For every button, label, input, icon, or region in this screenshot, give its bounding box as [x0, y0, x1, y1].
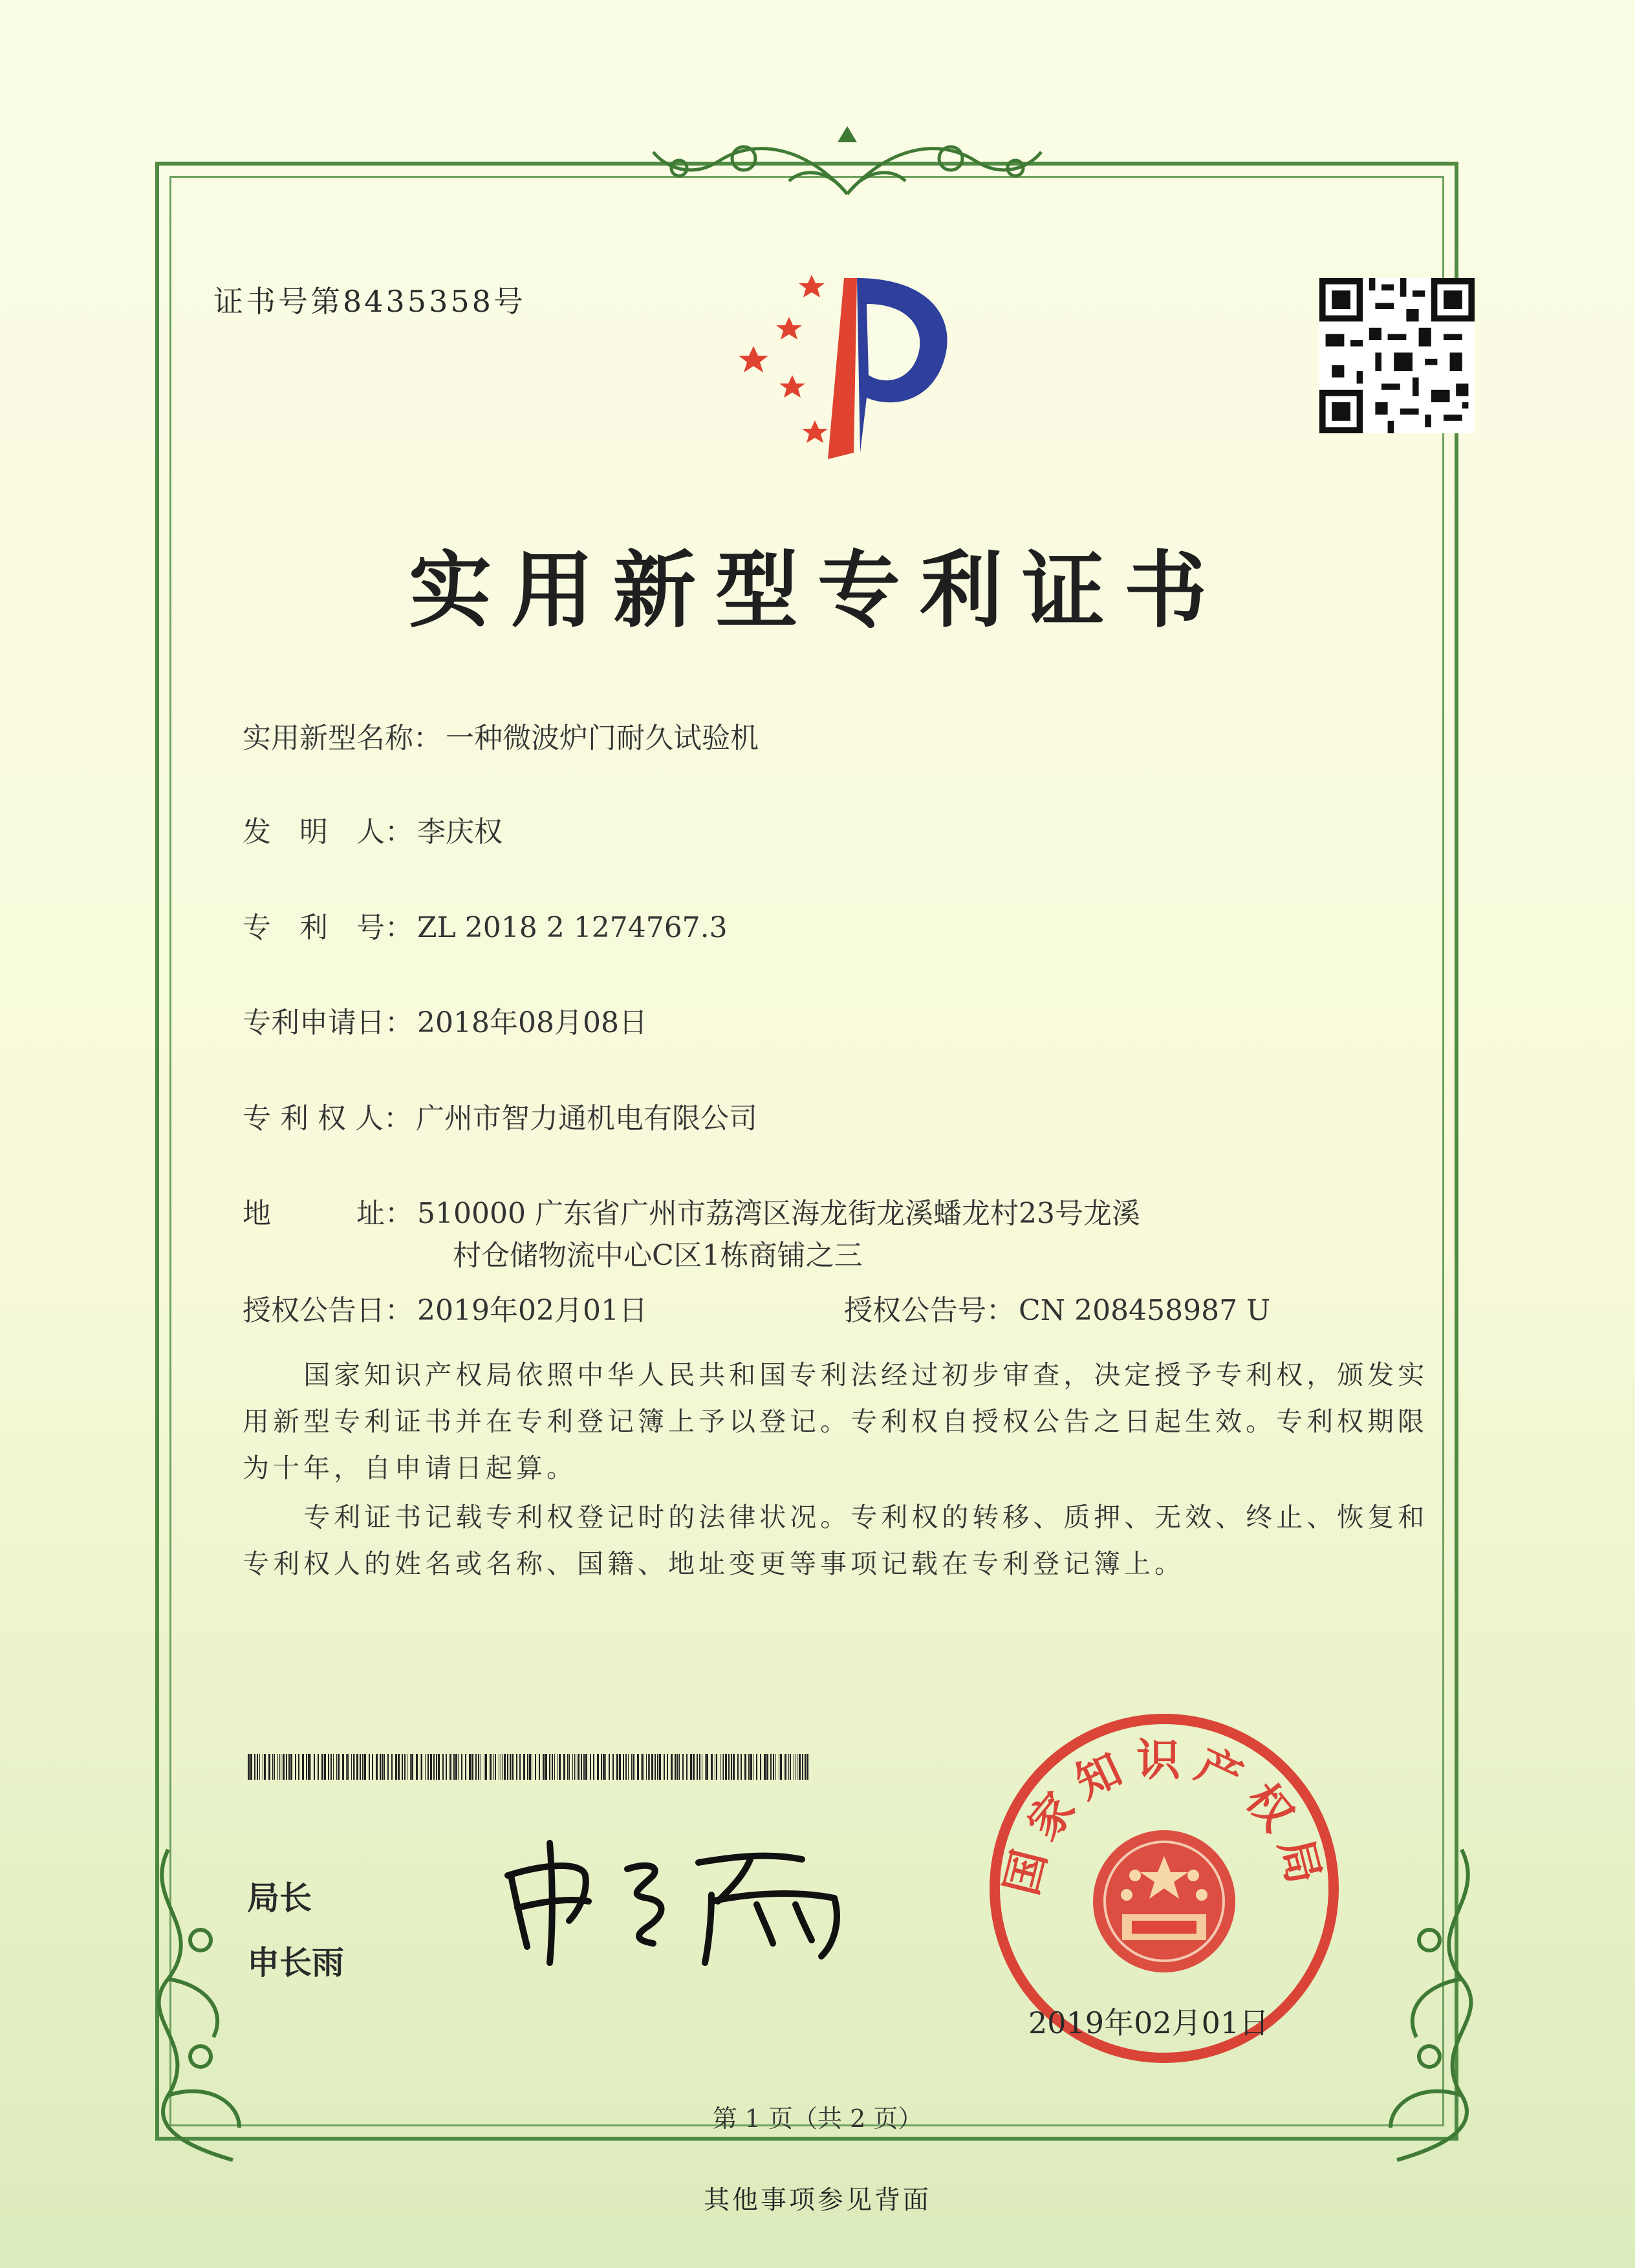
footer-note: 其他事项参见背面 — [704, 2185, 931, 2215]
barcode — [248, 1754, 810, 1780]
field-application-date-label: 专利申请日： — [243, 1006, 413, 1039]
certificate-title: 实用新型专利证书 — [408, 543, 1226, 639]
field-patentee-value: 广州市智力通机电有限公司 — [415, 1102, 757, 1135]
field-address-line1: 510000 广东省广州市荔湾区海龙街龙溪蟠龙村23号龙溪 — [417, 1197, 1140, 1230]
field-address — [243, 1190, 1140, 1231]
field-application-date — [243, 999, 647, 1041]
field-patent-number — [243, 904, 728, 945]
field-inventor-label: 发 明 人： — [243, 815, 413, 848]
director-title: 局长 — [247, 1879, 312, 1917]
field-name-label: 实用新型名称： — [243, 722, 442, 755]
field-inventor — [243, 808, 503, 850]
field-name-value: 一种微波炉门耐久试验机 — [446, 722, 759, 755]
field-patentee — [243, 1095, 757, 1136]
director-name: 申长雨 — [247, 1944, 344, 1982]
cnipa-logo — [721, 265, 973, 459]
field-name — [243, 715, 759, 756]
field-grant-number-label: 授权公告号： — [844, 1294, 1015, 1327]
director-signature — [498, 1837, 860, 1966]
field-grant-number — [844, 1287, 1270, 1328]
certificate-number: 证书号第8435358号 — [213, 284, 526, 319]
body-paragraph-2: 专利证书记载专利权登记时的法律状况。专利权的转移、质押、无效、终止、恢复和专利权人的姓名或名称、国籍、地址变更等事项记载在专利登记簿上。 — [243, 1502, 1429, 1579]
field-address-label: 地 址： — [243, 1197, 413, 1230]
qr-code — [1319, 278, 1475, 433]
field-patentee-label: 专 利 权 人： — [243, 1102, 412, 1135]
field-application-date-value: 2018年08月08日 — [417, 1006, 647, 1039]
field-patent-number-label: 专 利 号： — [243, 911, 413, 944]
top-ornament — [614, 123, 1080, 207]
field-address-line2: 村仓储物流中心C区1栋商铺之三 — [453, 1239, 863, 1272]
body-paragraph-1: 国家知识产权局依照中华人民共和国专利法经过初步审查，决定授予专利权，颁发实用新型专利证书并在专利登记簿上予以登记。专利权自授权公告之日起生效。专利权期限为十年，自申请日起算。 — [243, 1359, 1429, 1484]
page-indicator: 第 1 页（共 2 页） — [712, 2104, 923, 2133]
field-inventor-value: 李庆权 — [417, 815, 503, 848]
seal-text: 国家知识产权局 — [996, 1735, 1332, 1901]
field-grant-date-value: 2019年02月01日 — [417, 1294, 647, 1327]
field-grant-date-label: 授权公告日： — [243, 1294, 413, 1327]
field-grant-date — [243, 1287, 647, 1328]
field-patent-number-value: ZL 2018 2 1274767.3 — [417, 911, 728, 944]
field-grant-number-value: CN 208458987 U — [1019, 1294, 1271, 1327]
seal-date: 2019年02月01日 — [1028, 2005, 1270, 2040]
